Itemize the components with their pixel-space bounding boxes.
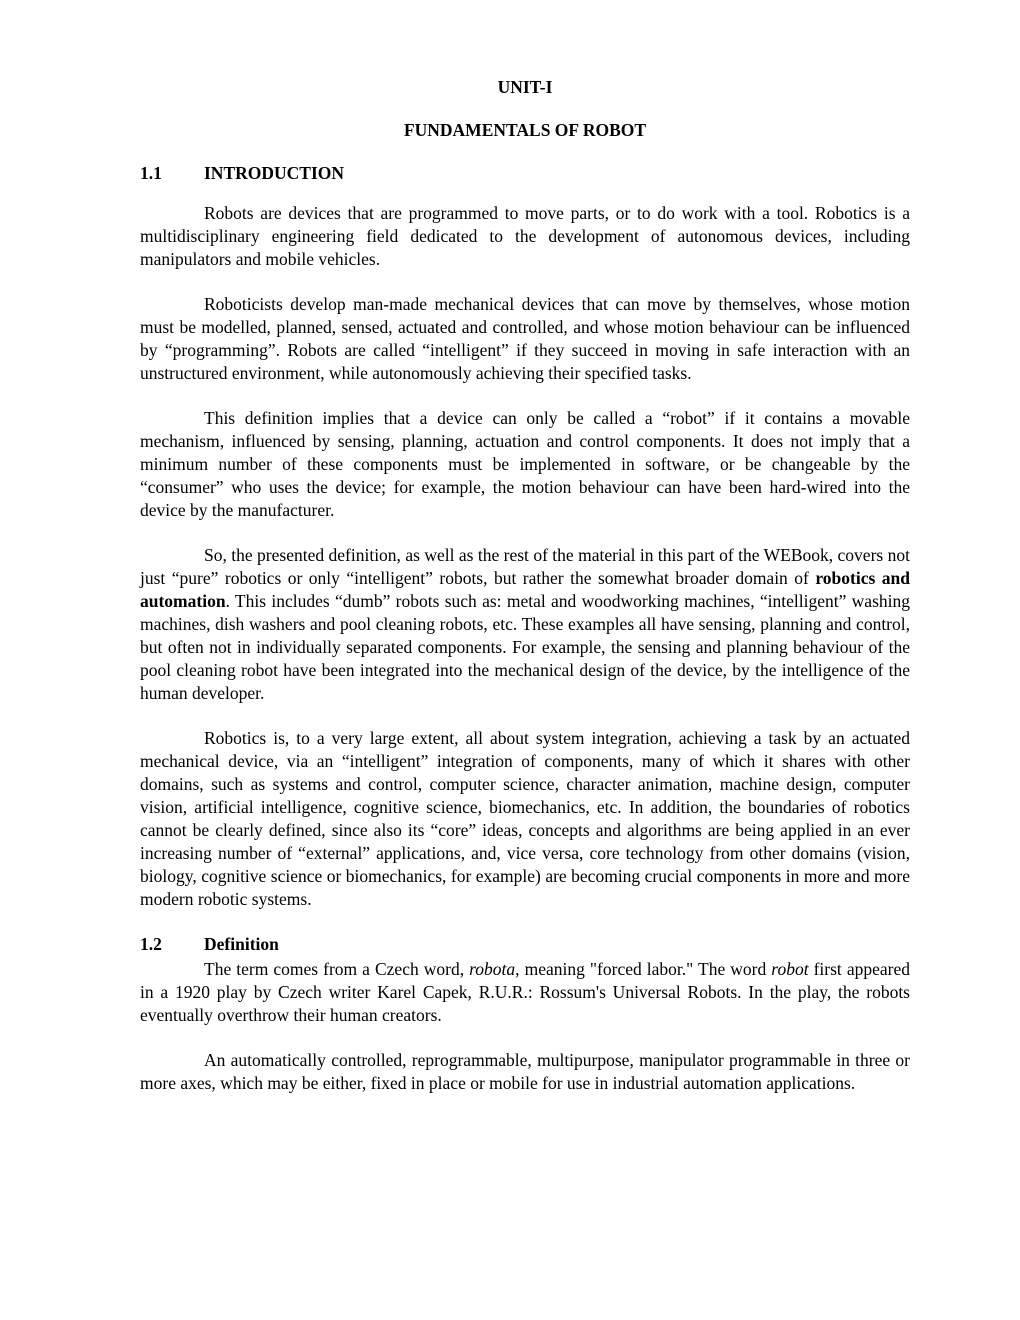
paragraph-intro-1 — [140, 202, 910, 271]
text-run: Robots are devices that are programmed to move parts, or to do work with a tool. Robotics is a multidisciplinary engineering field dedicated to the development of autonomous devices, including manipulators and mobile vehicles. — [140, 203, 910, 269]
text-run: Robotics is, to a very large extent, all about system integration, achieving a task by an actuated mechanical device, via an “intelligent” integration of components, many of which it shares with other domains, such as systems and control, computer science, character animation, machine design, computer vision, artificial intelligence, cognitive science, biomechanics, etc. In addition, the boundaries of robotics cannot be clearly defined, since also its “core” ideas, concepts and algorithms are being applied in an ever increasing number of “external” applications, and, vice versa, core technology from other domains (vision, biology, cognitive science or biomechanics, for example) are becoming crucial components in more and more modern robotic systems. — [140, 728, 910, 909]
text-run: The term comes from a Czech word, — [204, 959, 470, 979]
section-number: 1.2 — [140, 934, 162, 954]
text-run: . This includes “dumb” robots such as: metal and woodworking machines, “intelligent” washing machines, dish washers and pool cleaning robots, etc. These examples all have sensing, planning and control, but often not in individually separated components. For example, the sensing and planning behaviour of the pool cleaning robot have been integrated into the mechanical design of the device, by the intelligence of the human developer. — [140, 591, 910, 703]
paragraph-definition-1 — [140, 958, 910, 1027]
paragraph-intro-5 — [140, 727, 910, 911]
text-run: robotics and automation — [140, 568, 911, 611]
document-title-line1: UNIT-I — [497, 77, 553, 97]
text-run: , meaning "forced labor." The word — [515, 959, 772, 979]
section-heading-introduction — [140, 162, 910, 185]
paragraph-intro-3 — [140, 407, 910, 522]
text-run: first appeared in a 1920 play by Czech writer Karel Capek, R.U.R.: Rossum's Universal Robots. In the play, the robots eventually overthrow their human creators. — [140, 959, 910, 1025]
paragraph-intro-2 — [140, 293, 910, 385]
section-number: 1.1 — [140, 163, 162, 183]
section-title: INTRODUCTION — [204, 163, 345, 183]
section-heading-definition — [140, 933, 910, 956]
text-run: This definition implies that a device can only be called a “robot” if it contains a movable mechanism, influenced by sensing, planning, actuation and control components. It does not imply that a minimum number of these components must be implemented in software, or be changeable by the “consumer” who uses the device; for example, the motion behaviour can have been hard-wired into the device by the manufacturer. — [140, 408, 910, 520]
document-title-line2: FUNDAMENTALS OF ROBOT — [403, 120, 647, 140]
text-run: robot — [771, 959, 809, 979]
section-title: Definition — [204, 934, 279, 954]
text-run: Roboticists develop man-made mechanical devices that can move by themselves, whose motion must be modelled, planned, sensed, actuated and controlled, and whose motion behaviour can be influenced by “programming”. Robots are called “intelligent” if they succeed in moving in safe interaction with an unstructured environment, while autonomously achieving their specified tasks. — [140, 294, 910, 383]
text-run: So, the presented definition, as well as the rest of the material in this part of the WEBook, covers not just “pure” robotics or only “intelligent” robots, but rather the somewhat broader domain of — [140, 545, 910, 588]
paragraph-definition-2 — [140, 1049, 910, 1095]
text-run: robota — [469, 959, 516, 979]
paragraph-intro-4 — [140, 544, 910, 705]
text-run: An automatically controlled, reprogrammable, multipurpose, manipulator programmable in three or more axes, which may be either, fixed in place or mobile for use in industrial automation applications. — [140, 1050, 910, 1093]
